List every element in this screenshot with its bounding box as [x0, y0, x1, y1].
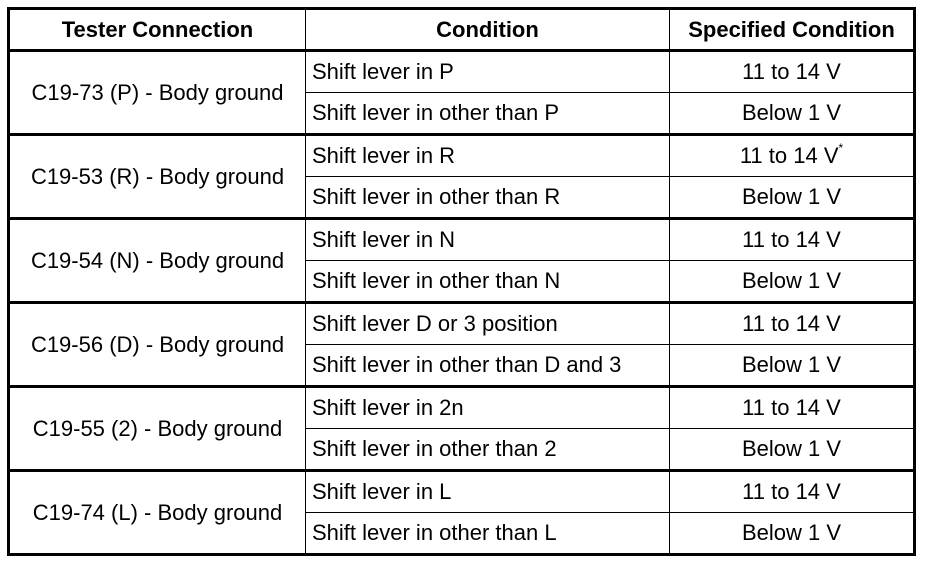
condition-cell: Shift lever in L — [306, 471, 670, 513]
specified-value: 11 to 14 V — [742, 479, 841, 504]
specified-condition-cell — [670, 303, 915, 345]
specification-table — [7, 7, 916, 556]
specified-condition-cell — [670, 345, 915, 387]
specified-value: Below 1 V — [741, 268, 842, 293]
tester-connection-cell: C19-56 (D) - Body ground — [9, 303, 306, 387]
header-tester-connection: Tester Connection — [9, 9, 306, 51]
table-row — [9, 51, 915, 93]
condition-cell: Shift lever in other than D and 3 — [306, 345, 670, 387]
specified-condition-cell — [670, 135, 915, 177]
specified-condition-cell — [670, 261, 915, 303]
specified-value: 11 to 14 V — [742, 395, 841, 420]
specified-value: 11 to 14 V — [742, 227, 841, 252]
specified-value: Below 1 V — [741, 184, 842, 209]
specified-condition-cell — [670, 219, 915, 261]
condition-cell: Shift lever D or 3 position — [306, 303, 670, 345]
condition-cell: Shift lever in P — [306, 51, 670, 93]
condition-cell: Shift lever in other than P — [306, 93, 670, 135]
specified-value: Below 1 V — [741, 352, 842, 377]
table-body — [9, 51, 915, 555]
tester-connection-cell: C19-53 (R) - Body ground — [9, 135, 306, 219]
specified-condition-cell — [670, 429, 915, 471]
condition-cell: Shift lever in N — [306, 219, 670, 261]
specified-value: 11 to 14 V — [742, 311, 841, 336]
table-row — [9, 471, 915, 513]
specified-condition-cell — [670, 387, 915, 429]
specified-condition-cell — [670, 471, 915, 513]
specified-value: 11 to 14 V — [742, 59, 841, 84]
footnote-marker: * — [838, 141, 844, 155]
specified-value: Below 1 V — [741, 520, 842, 545]
tester-connection-cell: C19-55 (2) - Body ground — [9, 387, 306, 471]
specified-condition-cell — [670, 51, 915, 93]
tester-connection-cell: C19-54 (N) - Body ground — [9, 219, 306, 303]
table-row — [9, 387, 915, 429]
condition-cell: Shift lever in other than N — [306, 261, 670, 303]
specified-condition-cell — [670, 513, 915, 555]
table-row — [9, 135, 915, 177]
header-row — [9, 9, 915, 51]
specified-condition-cell — [670, 177, 915, 219]
header-specified-condition: Specified Condition — [670, 9, 915, 51]
tester-connection-cell: C19-73 (P) - Body ground — [9, 51, 306, 135]
specified-value: Below 1 V — [741, 436, 842, 461]
condition-cell: Shift lever in R — [306, 135, 670, 177]
specified-value: Below 1 V — [741, 100, 842, 125]
table-row — [9, 219, 915, 261]
specified-value: 11 to 14 V — [739, 143, 839, 168]
condition-cell: Shift lever in 2n — [306, 387, 670, 429]
tester-connection-cell: C19-74 (L) - Body ground — [9, 471, 306, 555]
table-row — [9, 303, 915, 345]
header-condition: Condition — [306, 9, 670, 51]
condition-cell: Shift lever in other than L — [306, 513, 670, 555]
condition-cell: Shift lever in other than 2 — [306, 429, 670, 471]
specified-condition-cell — [670, 93, 915, 135]
condition-cell: Shift lever in other than R — [306, 177, 670, 219]
